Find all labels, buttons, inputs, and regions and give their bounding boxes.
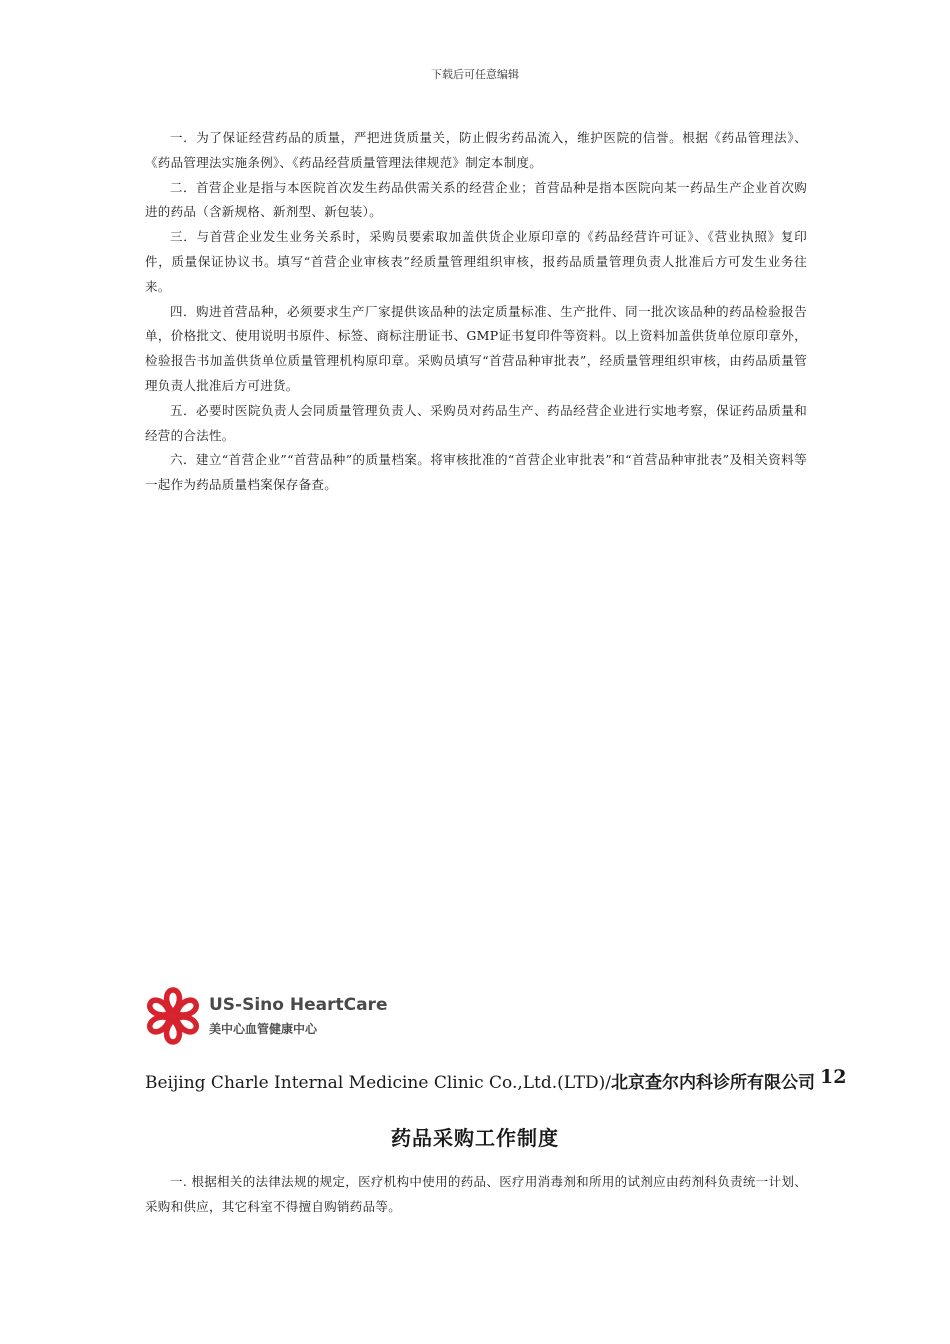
logo-name-en: US-Sino HeartCare	[209, 995, 388, 1015]
policy-section-procurement	[145, 1170, 807, 1220]
document-title: 药品采购工作制度	[391, 1126, 559, 1150]
policy-section-first-supplier	[145, 126, 807, 498]
header-note: 下载后可任意编辑	[431, 68, 519, 81]
company-name-en: Beijing Charle Internal Medicine Clinic Co.,Ltd.(LTD)/	[145, 1073, 612, 1093]
company-name-line	[145, 1068, 845, 1093]
flower-logo-icon	[143, 986, 203, 1046]
page-number: 12	[820, 1066, 847, 1088]
paragraph-3: 三．与首营企业发生业务关系时，采购员要索取加盖供货企业原印章的《药品经营许可证》、《营业执照》复印件，质量保证协议书。填写“首营企业审核表”经质量管理组织审核，报药品质量管理负责人批准后方可发生业务往来。	[145, 229, 807, 294]
company-logo	[143, 986, 388, 1048]
paragraph-2: 二．首营企业是指与本医院首次发生药品供需关系的经营企业；首营品种是指本医院向某一药品生产企业首次购进的药品（含新规格、新剂型、新包装）。	[145, 179, 807, 220]
paragraph-1: 一．为了保证经营药品的质量，严把进货质量关，防止假劣药品流入，维护医院的信誉。根据《药品管理法》、《药品管理法实施条例》、《药品经营质量管理法律规范》制定本制度。	[145, 130, 807, 170]
paragraph-5: 五．必要时医院负责人会同质量管理负责人、采购员对药品生产、药品经营企业进行实地考察，保证药品质量和经营的合法性。	[145, 402, 807, 443]
procurement-paragraph-1: 一. 根据相关的法律法规的规定，医疗机构中使用的药品、医疗用消毒剂和所用的试剂应由药剂科负责统一计划、采购和供应，其它科室不得擅自购销药品等。	[145, 1174, 807, 1214]
paragraph-6: 六．建立“首营企业”“首营品种”的质量档案。将审核批准的“首营企业审批表”和“首营品种审批表”及相关资料等一起作为药品质量档案保存备查。	[145, 452, 807, 493]
company-name-cn: 北京查尔内科诊所有限公司	[611, 1073, 816, 1093]
logo-name-cn: 美中心血管健康中心	[209, 1022, 318, 1036]
paragraph-4: 四．购进首营品种，必须要求生产厂家提供该品种的法定质量标准、生产批件、同一批次该品种的药品检验报告单，价格批文、使用说明书原件、标签、商标注册证书、GMP证书复印件等资料。以上资料加盖供货单位原印章外，检验报告书加盖供货单位质量管理机构原印章。采购员填写“首营品种审批表”，经质量管理组织审核，由药品质量管理负责人批准后方可进货。	[145, 303, 807, 393]
